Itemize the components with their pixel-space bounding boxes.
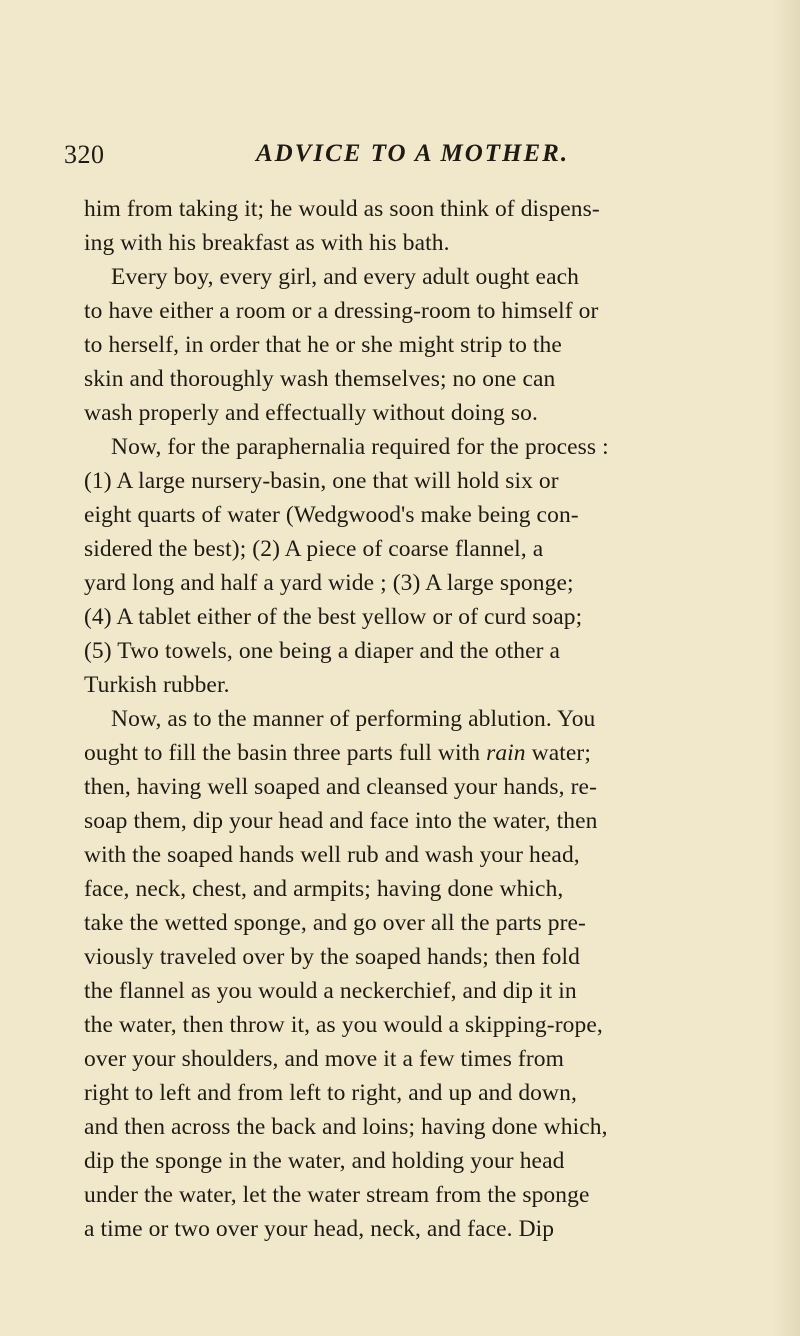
text-line-with-italic — [84, 736, 760, 770]
page-edge-shadow — [772, 0, 800, 1336]
text-line: the water, then throw it, as you would a skipping-rope, — [84, 1012, 603, 1038]
text-line: the flannel as you would a neckerchief, and dip it in — [84, 978, 577, 1004]
text-line: over your shoulders, and move it a few times from — [84, 1046, 565, 1072]
page-number: 320 — [64, 140, 105, 169]
body-text — [84, 192, 760, 1246]
paragraph-start-line: Every boy, every girl, and every adult ought each — [111, 264, 579, 290]
text-line: to herself, in order that he or she might strip to the — [84, 332, 562, 358]
text-line: sidered the best); (2) A piece of coarse flannel, a — [84, 536, 544, 562]
text-line: (1) A large nursery-basin, one that will hold six or — [84, 468, 559, 494]
text-fragment: water; — [525, 740, 591, 766]
text-fragment: ought to fill the basin three parts full with — [84, 740, 481, 766]
text-line: with the soaped hands well rub and wash your head, — [84, 842, 580, 868]
text-line: skin and thoroughly wash themselves; no one can — [84, 366, 556, 392]
text-line: to have either a room or a dressing-room to himself or — [84, 298, 599, 324]
text-line: Turkish rubber. — [84, 672, 230, 698]
paragraph-start-line: Now, for the paraphernalia required for the process : — [111, 434, 609, 460]
running-head: ADVICE TO A MOTHER. — [256, 140, 570, 167]
text-line: (4) A tablet either of the best yellow or of curd soap; — [84, 604, 583, 630]
text-line: dip the sponge in the water, and holding your head — [84, 1148, 565, 1174]
text-line: yard long and half a yard wide ; (3) A large sponge; — [84, 570, 574, 596]
page-header — [64, 140, 754, 180]
text-line: under the water, let the water stream from the sponge — [84, 1182, 590, 1208]
text-line: right to left and from left to right, and up and down, — [84, 1080, 577, 1106]
text-line: face, neck, chest, and armpits; having done which, — [84, 876, 564, 902]
paragraph-start-line: Now, as to the manner of performing ablution. You — [111, 706, 596, 732]
text-line: (5) Two towels, one being a diaper and the other a — [84, 638, 561, 664]
text-line: and then across the back and loins; having done which, — [84, 1114, 608, 1140]
text-line: wash properly and effectually without doing so. — [84, 400, 538, 426]
italic-word: rain — [486, 740, 526, 766]
text-line: ing with his breakfast as with his bath. — [84, 230, 450, 256]
text-line: then, having well soaped and cleansed your hands, re- — [84, 774, 597, 800]
text-line: eight quarts of water (Wedgwood's make being con- — [84, 502, 579, 528]
text-line: a time or two over your head, neck, and face. Dip — [84, 1216, 555, 1242]
text-line: him from taking it; he would as soon think of dispens- — [84, 196, 600, 222]
text-line: take the wetted sponge, and go over all the parts pre- — [84, 910, 586, 936]
text-line: viously traveled over by the soaped hands; then fold — [84, 944, 580, 970]
text-line: soap them, dip your head and face into the water, then — [84, 808, 598, 834]
